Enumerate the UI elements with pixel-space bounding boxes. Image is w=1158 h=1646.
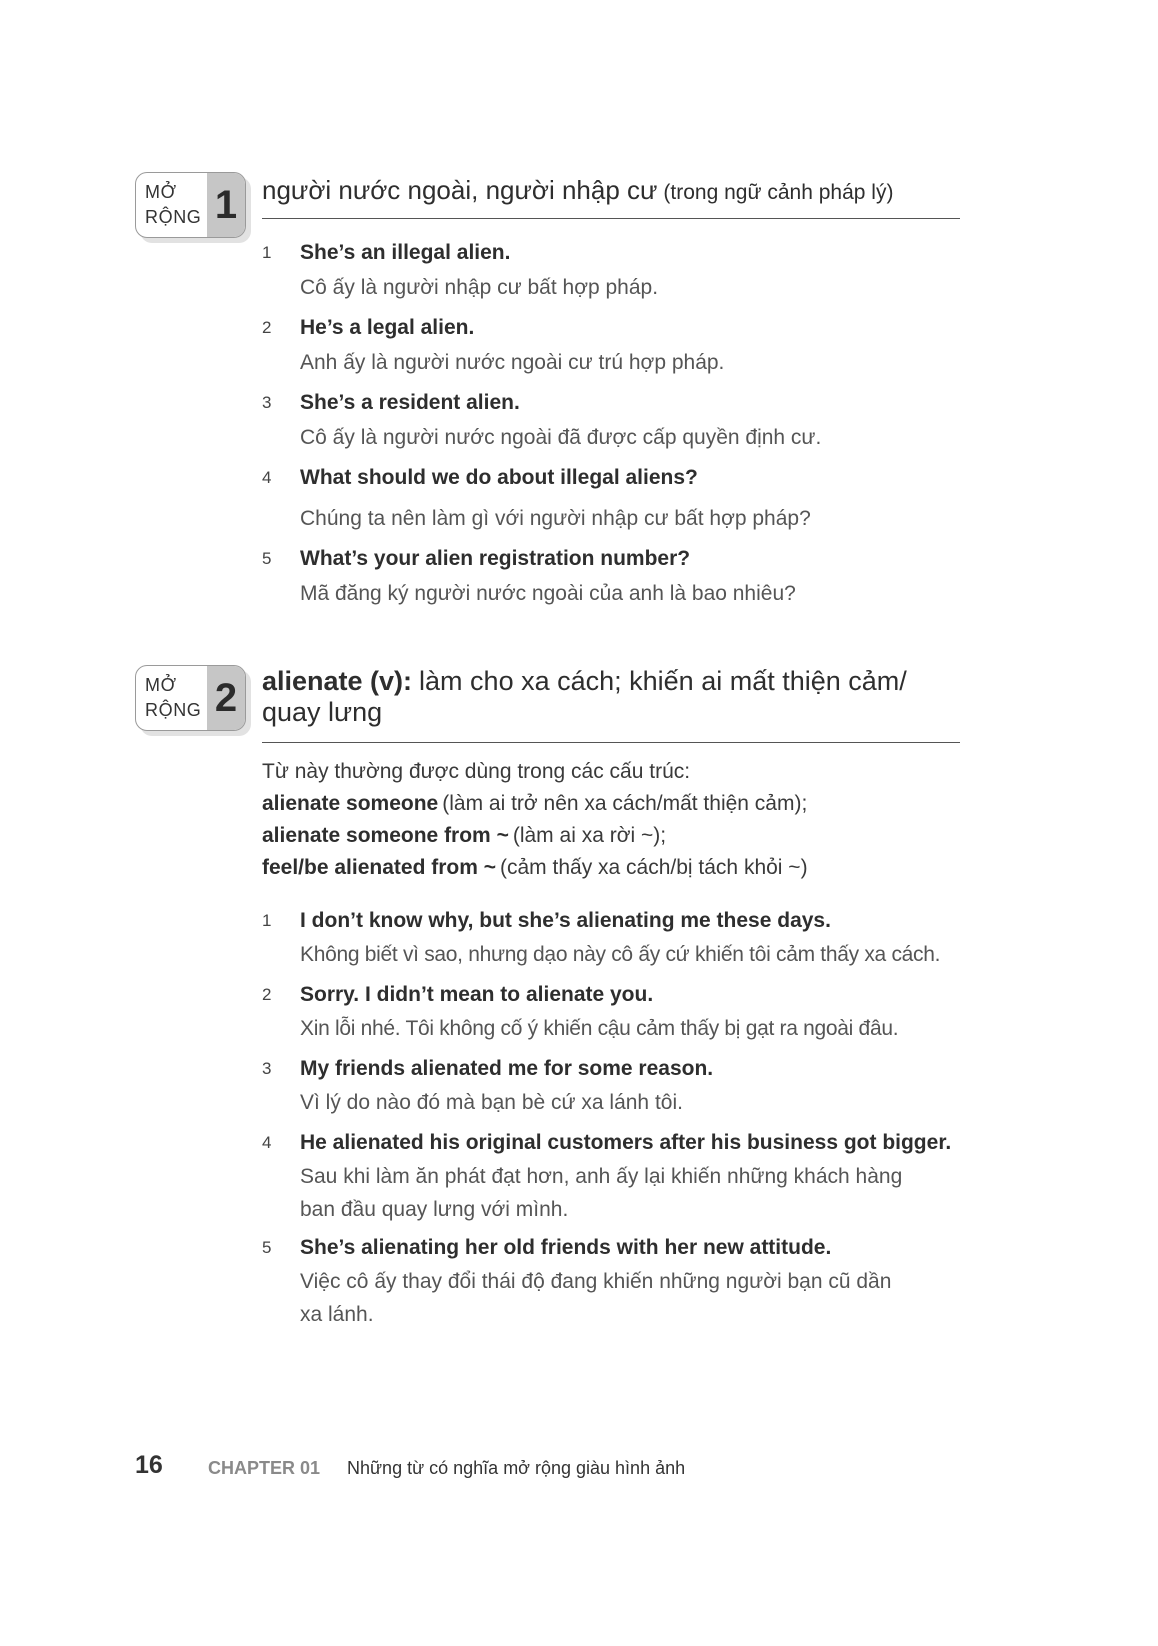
chapter-title: Những từ có nghĩa mở rộng giàu hình ảnh [347, 1458, 686, 1478]
example-translation: Chúng ta nên làm gì với người nhập cư bất hợp pháp? [300, 507, 811, 530]
section-1-title: người nước ngoài, người nhập cư [262, 175, 658, 205]
section-badge-2 [135, 665, 246, 731]
section-2-header [262, 666, 960, 743]
badge-label-line1: MỞ [145, 675, 177, 695]
example-item [262, 460, 992, 536]
example-translation-continued: xa lánh. [300, 1303, 374, 1326]
example-translation: Cô ấy là người nước ngoài đã được cấp quyền định cư. [300, 426, 822, 449]
pattern-term: alienate someone [262, 792, 439, 815]
pattern-gloss: (làm ai xa rời ~); [512, 824, 667, 847]
headword: alienate (v): [262, 666, 413, 696]
section-2-title-line2: quay lưng [262, 697, 383, 727]
example-number: 2 [262, 318, 272, 337]
example-number: 1 [262, 911, 272, 930]
example-number: 5 [262, 1238, 272, 1257]
example-english: What’s your alien registration number? [300, 547, 691, 570]
badge-number: 2 [207, 666, 245, 730]
example-english: She’s alienating her old friends with her new attitude. [300, 1236, 832, 1259]
example-translation-continued: ban đầu quay lưng với mình. [300, 1198, 569, 1221]
usage-intro [262, 756, 982, 884]
example-translation: Cô ấy là người nhập cư bất hợp pháp. [300, 276, 659, 299]
example-english: He’s a legal alien. [300, 316, 475, 339]
page-number: 16 [135, 1451, 163, 1479]
example-translation: Mã đăng ký người nước ngoài của anh là bao nhiêu? [300, 582, 796, 605]
usage-pattern [262, 788, 982, 820]
example-translation: Sau khi làm ăn phát đạt hơn, anh ấy lại khiến những khách hàng [300, 1165, 903, 1188]
example-item [262, 904, 992, 972]
pattern-term: feel/be alienated from ~ [262, 856, 496, 879]
badge-label-line2: RỘNG [145, 700, 202, 720]
example-item [262, 235, 992, 305]
pattern-gloss: (làm ai trở nên xa cách/mất thiện cảm); [442, 792, 808, 815]
section-1-title-note: (trong ngữ cảnh pháp lý) [663, 181, 894, 204]
example-number: 4 [262, 1133, 272, 1152]
example-number: 5 [262, 549, 272, 568]
example-translation: Xin lỗi nhé. Tôi không cố ý khiến cậu cảm thấy bị gạt ra ngoài đâu. [300, 1017, 899, 1040]
example-number: 1 [262, 243, 272, 262]
chapter-label: CHAPTER 01 [208, 1458, 321, 1478]
section-badge-1 [135, 172, 246, 238]
page-footer [135, 1448, 835, 1484]
example-item [262, 978, 992, 1046]
badge-label-line1: MỞ [145, 182, 177, 202]
badge-label [145, 673, 201, 723]
section-1-examples [262, 235, 992, 616]
example-english: My friends alienated me for some reason. [300, 1057, 714, 1080]
example-item [262, 1052, 992, 1120]
example-item [262, 541, 992, 611]
example-translation: Việc cô ấy thay đổi thái độ đang khiến những người bạn cũ dần [300, 1270, 892, 1293]
badge-label [145, 180, 201, 230]
example-number: 3 [262, 393, 272, 412]
example-translation: Anh ấy là người nước ngoài cư trú hợp pháp. [300, 351, 725, 374]
example-item [262, 1231, 992, 1330]
example-english: I don’t know why, but she’s alienating me these days. [300, 909, 831, 932]
example-english: Sorry. I didn’t mean to alienate you. [300, 983, 654, 1006]
example-number: 3 [262, 1059, 272, 1078]
example-translation: Vì lý do nào đó mà bạn bè cứ xa lánh tôi. [300, 1091, 683, 1114]
example-item [262, 385, 992, 455]
badge-label-line2: RỘNG [145, 207, 202, 227]
section-1-header [262, 172, 960, 219]
example-english: She’s a resident alien. [300, 391, 520, 414]
usage-pattern [262, 820, 982, 852]
example-number: 2 [262, 985, 272, 1004]
pattern-term: alienate someone from ~ [262, 824, 509, 847]
pattern-gloss: (cảm thấy xa cách/bị tách khỏi ~) [500, 856, 808, 879]
example-number: 4 [262, 468, 272, 487]
section-2-examples [262, 904, 992, 1336]
headword-meaning: làm cho xa cách; khiến ai mất thiện cảm/ [419, 666, 907, 696]
usage-pattern [262, 852, 982, 884]
example-item [262, 1126, 992, 1225]
badge-number: 1 [207, 173, 245, 237]
example-item [262, 310, 992, 380]
example-english: He alienated his original customers after his business got bigger. [300, 1131, 952, 1154]
example-english: What should we do about illegal aliens? [300, 466, 698, 489]
usage-lead: Từ này thường được dùng trong các cấu trúc: [262, 760, 691, 783]
section-2-title-line1 [262, 666, 960, 697]
example-translation: Không biết vì sao, nhưng dạo này cô ấy cứ khiến tôi cảm thấy xa cách. [300, 943, 941, 966]
example-english: She’s an illegal alien. [300, 241, 511, 264]
